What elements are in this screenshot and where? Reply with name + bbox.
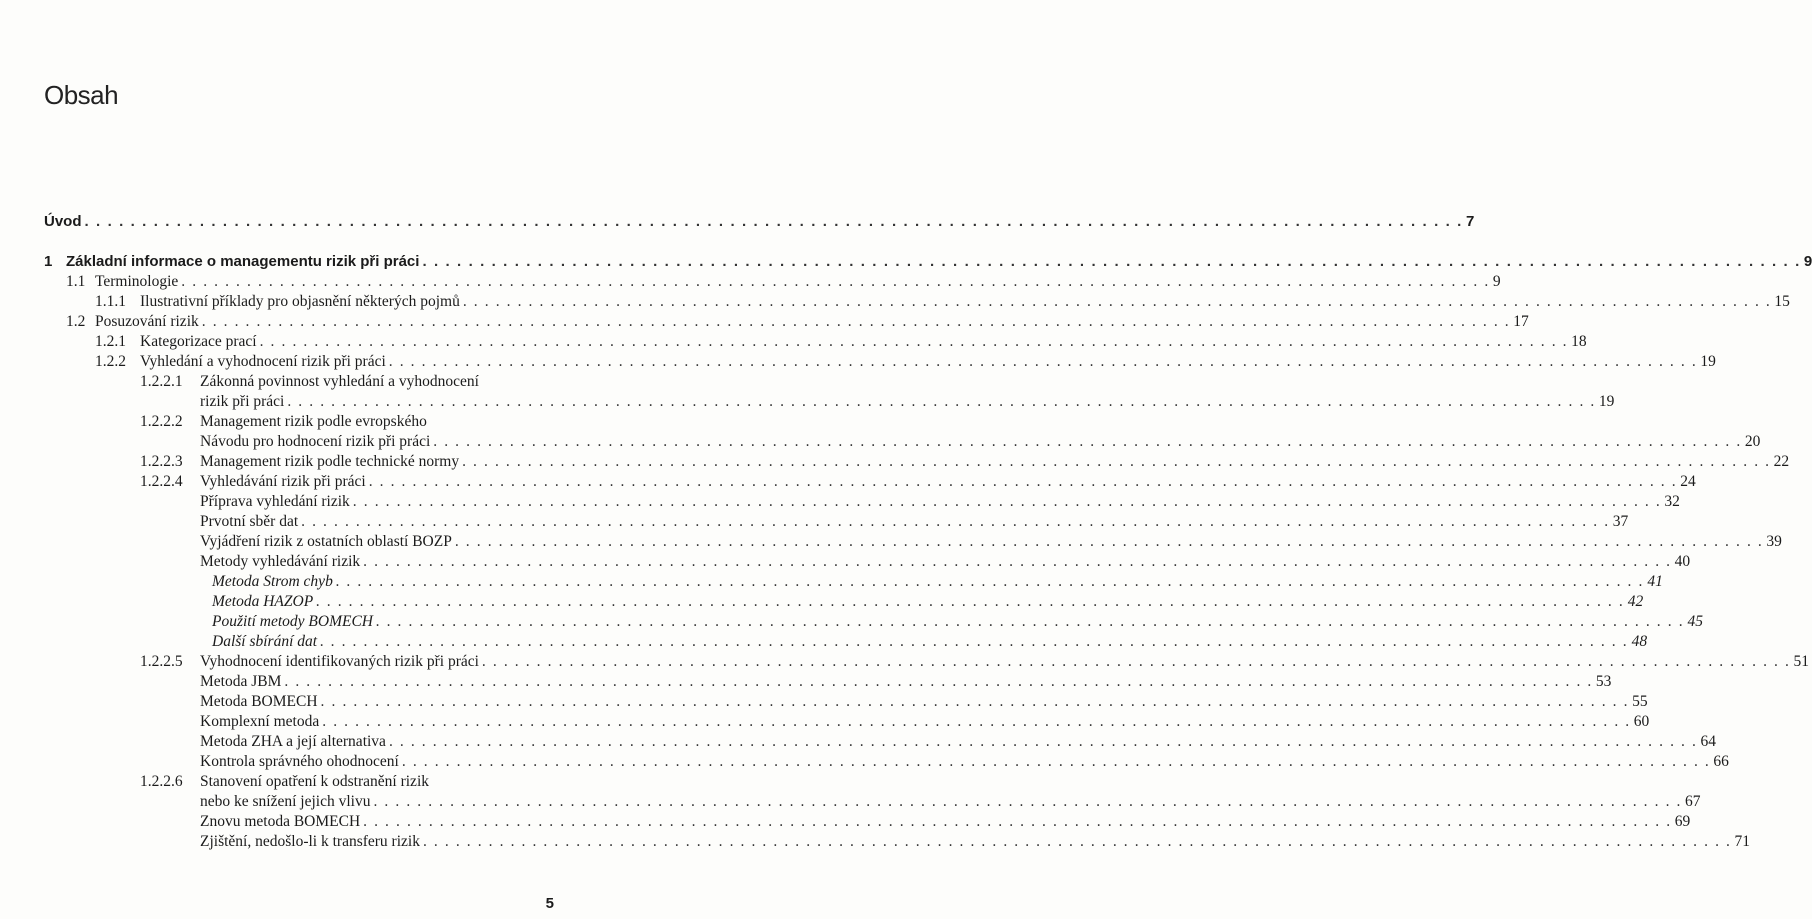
toc-entry[interactable] [200,732,1716,752]
toc-entry[interactable] [200,512,1629,532]
toc-entry-page: 64 [1700,733,1716,750]
dot-leader: . . . . . . . . . . . . . . . . . . . . . . . . . . . . . . . . . . . . . . . . . . . . . . . . . . . . . . . . . . . . . . . . . . . . . . . . . . . . . . . . . . . . . . . . . . . . . . . . . . . . . . . . . . . . . . . . . . . . . . . . [376,613,1685,630]
toc-entry-number: 1.2.2.4 [140,473,183,490]
toc-entry-title: Použití metody BOMECH [212,613,374,630]
toc-entry-page: 53 [1595,673,1612,690]
dot-leader: . . . . . . . . . . . . . . . . . . . . . . . . . . . . . . . . . . . . . . . . . . . . . . . . . . . . . . . . . . . . . . . . . . . . . . . . . . . . . . . . . . . . . . . . . . . . . . . . . . . . . . . . . . . . . . . . . . . . . . . . [422,833,1732,850]
toc-entry-title: Základní informace o managementu rizik při práci [66,253,420,270]
toc-entry-title: Úvod [44,213,82,230]
toc-entry[interactable] [200,392,1615,412]
toc-entry-title: Metoda Strom chyb [212,573,333,590]
toc-entry[interactable] [200,472,1696,492]
toc-entry-page: 22 [1773,453,1790,470]
dot-leader: . . . . . . . . . . . . . . . . . . . . . . . . . . . . . . . . . . . . . . . . . . . . . . . . . . . . . . . . . . . . . . . . . . . . . . . . . . . . . . . . . . . . . . . . . . . . . . . . . . . . . . . . . . . . . . . . . . . . . . . . [388,353,1698,370]
toc-entry-page: 42 [1627,593,1644,610]
dot-leader: . . . . . . . . . . . . . . . . . . . . . . . . . . . . . . . . . . . . . . . . . . . . . . . . . . . . . . . . . . . . . . . . . . . . . . . . . . . . . . . . . . . . . . . . . . . . . . . . . . . . . . . . . . . . . . . . . . . . . . . . [462,293,1772,310]
toc-entry-title[interactable]: Stanovení opatření k odstranění rizik [200,773,429,790]
toc-entry-title: Komplexní metoda [200,713,320,730]
toc-entry-title[interactable]: Management rizik podle evropského [200,413,427,430]
dot-leader: . . . . . . . . . . . . . . . . . . . . . . . . . . . . . . . . . . . . . . . . . . . . . . . . . . . . . . . . . . . . . . . . . . . . . . . . . . . . . . . . . . . . . . . . . . . . . . . . . . . . . . . . . . . . . . . . . . . . . . . . [462,453,1771,470]
dot-leader: . . . . . . . . . . . . . . . . . . . . . . . . . . . . . . . . . . . . . . . . . . . . . . . . . . . . . . . . . . . . . . . . . . . . . . . . . . . . . . . . . . . . . . . . . . . . . . . . . . . . . . . . . . . . . . . . . . . . . . . . [284,673,1593,690]
toc-entry[interactable] [200,492,1680,512]
dot-leader: . . . . . . . . . . . . . . . . . . . . . . . . . . . . . . . . . . . . . . . . . . . . . . . . . . . . . . . . . . . . . . . . . . . . . . . . . . . . . . . . . . . . . . . . . . . . . . . . . . . . . . . . . . . . . . . . . . . . . . . . [316,593,1625,610]
toc-entry-title: Zjištění, nedošlo-li k transferu rizik [200,833,420,850]
dot-leader: . . . . . . . . . . . . . . . . . . . . . . . . . . . . . . . . . . . . . . . . . . . . . . . . . . . . . . . . . . . . . . . . . . . . . . . . . . . . . . . . . . . . . . . . . . . . . . . . . . . . . . . . . . . . . . . . . . . . . . . . [422,253,1801,270]
toc-entry-title: Vyhledávání rizik při práci [200,473,366,490]
toc-entry[interactable] [200,672,1612,692]
toc-entry-page: 18 [1571,333,1587,350]
toc-entry[interactable] [200,792,1701,812]
toc-entry-page: 17 [1513,313,1529,330]
toc-entry[interactable] [140,352,1716,372]
toc-entry[interactable] [66,252,1812,272]
dot-leader: . . . . . . . . . . . . . . . . . . . . . . . . . . . . . . . . . . . . . . . . . . . . . . . . . . . . . . . . . . . . . . . . . . . . . . . . . . . . . . . . . . . . . . . . . . . . . . . . . . . . . . . . . . . . . . . . . . . . . . . . [320,693,1630,710]
toc-entry-page: 48 [1631,633,1648,650]
toc-entry-title: Kontrola správného ohodnocení [200,753,399,770]
dot-leader: . . . . . . . . . . . . . . . . . . . . . . . . . . . . . . . . . . . . . . . . . . . . . . . . . . . . . . . . . . . . . . . . . . . . . . . . . . . . . . . . . . . . . . . . . . . . . . . . . . . . . . . . . . . . . . . . . . . . . . . . [352,493,1662,510]
dot-leader: . . . . . . . . . . . . . . . . . . . . . . . . . . . . . . . . . . . . . . . . . . . . . . . . . . . . . . . . . . . . . . . . . . . . . . . . . . . . . . . . . . . . . . . . . . . . . . . . . . . . . . . . . . . . . . . . . . . . . . . . [322,713,1631,730]
toc-entry-number: 1 [44,253,53,270]
toc-entry-page: 55 [1632,693,1648,710]
toc-entry[interactable] [44,212,1475,232]
toc-entry-number: 1.1 [66,273,86,290]
toc-entry-title: Vyhledání a vyhodnocení rizik při práci [140,353,386,370]
toc-entry-title: Ilustrativní příklady pro objasnění některých pojmů [140,293,460,310]
toc-entry-page: 19 [1700,353,1716,370]
toc-entry-title: Vyjádření rizik z ostatních oblastí BOZP [200,533,452,550]
toc-entry-title: Metoda HAZOP [212,593,314,610]
toc-entry-title: Kategorizace prací [140,333,257,350]
toc-entry-page: 66 [1713,753,1729,770]
toc-entry-number: 1.2.2.6 [140,773,183,790]
dot-leader: . . . . . . . . . . . . . . . . . . . . . . . . . . . . . . . . . . . . . . . . . . . . . . . . . . . . . . . . . . . . . . . . . . . . . . . . . . . . . . . . . . . . . . . . . . . . . . . . . . . . . . . . . . . . . . . . . . . . . . . . [201,313,1511,330]
dot-leader: . . . . . . . . . . . . . . . . . . . . . . . . . . . . . . . . . . . . . . . . . . . . . . . . . . . . . . . . . . . . . . . . . . . . . . . . . . . . . . . . . . . . . . . . . . . . . . . . . . . . . . . . . . . . . . . . . . . . . . . . [181,273,1490,290]
toc-entry-title-continued: nebo ke snížení jejich vlivu [200,793,371,810]
toc-entry-page: 40 [1674,553,1691,570]
toc-entry-page: 69 [1674,813,1691,830]
dot-leader: . . . . . . . . . . . . . . . . . . . . . . . . . . . . . . . . . . . . . . . . . . . . . . . . . . . . . . . . . . . . . . . . . . . . . . . . . . . . . . . . . . . . . . . . . . . . . . . . . . . . . . . . . . . . . . . . . . . . . . . . [320,633,1629,650]
toc-entry[interactable] [200,452,1790,472]
dot-leader: . . . . . . . . . . . . . . . . . . . . . . . . . . . . . . . . . . . . . . . . . . . . . . . . . . . . . . . . . . . . . . . . . . . . . . . . . . . . . . . . . . . . . . . . . . . . . . . . . . . . . . . . . . . . . . . . . . . . . . . . [373,793,1682,810]
toc-entry[interactable] [200,712,1650,732]
toc-entry[interactable] [212,632,1648,652]
toc-entry[interactable] [140,292,1790,312]
toc-entry-page: 9 [1803,253,1812,270]
toc-entry[interactable] [200,692,1648,712]
dot-leader: . . . . . . . . . . . . . . . . . . . . . . . . . . . . . . . . . . . . . . . . . . . . . . . . . . . . . . . . . . . . . . . . . . . . . . . . . . . . . . . . . . . . . . . . . . . . . . . . . . . . . . . . . . . . . . . . . . . . . . . . [363,553,1672,570]
toc-entry-number: 1.2.1 [95,333,126,350]
toc-entry-page: 67 [1685,793,1701,810]
dot-leader: . . . . . . . . . . . . . . . . . . . . . . . . . . . . . . . . . . . . . . . . . . . . . . . . . . . . . . . . . . . . . . . . . . . . . . . . . . . . . . . . . . . . . . . . . . . . . . . . . . . . . . . . . . . . . . . . . . . . . . . . [433,433,1742,450]
toc-entry-number: 1.1.1 [95,293,126,310]
toc-entry[interactable] [200,532,1782,552]
toc-entry-title: Metoda ZHA a její alternativa [200,733,386,750]
toc-entry-page: 15 [1774,293,1790,310]
toc-entry[interactable] [200,832,1750,852]
toc-entry[interactable] [212,572,1663,592]
toc-entry-page: 7 [1465,213,1475,230]
dot-leader: . . . . . . . . . . . . . . . . . . . . . . . . . . . . . . . . . . . . . . . . . . . . . . . . . . . . . . . . . . . . . . . . . . . . . . . . . . . . . . . . . . . . . . . . . . . . . . . . . . . . . . . . . . . . . . . . . . . . . . . . [368,473,1678,490]
toc-entry-page: 39 [1766,533,1782,550]
toc-entry[interactable] [212,592,1644,612]
toc-entry-title: Terminologie [95,273,179,290]
toc-entry-number: 1.2.2.2 [140,413,183,430]
dot-leader: . . . . . . . . . . . . . . . . . . . . . . . . . . . . . . . . . . . . . . . . . . . . . . . . . . . . . . . . . . . . . . . . . . . . . . . . . . . . . . . . . . . . . . . . . . . . . . . . . . . . . . . . . . . . . . . . . . . . . . . . [363,813,1672,830]
toc-entry[interactable] [140,332,1587,352]
toc-entry-page: 24 [1680,473,1696,490]
toc-entry-title: Prvotní sběr dat [200,513,299,530]
toc-entry-title: Metody vyhledávání rizik [200,553,361,570]
toc-entry[interactable] [200,432,1761,452]
toc-entry-page: 19 [1598,393,1615,410]
toc-entry-page: 45 [1687,613,1704,630]
page-title: Obsah [44,80,119,110]
toc-entry-title: Metoda BOMECH [200,693,318,710]
dot-leader: . . . . . . . . . . . . . . . . . . . . . . . . . . . . . . . . . . . . . . . . . . . . . . . . . . . . . . . . . . . . . . . . . . . . . . . . . . . . . . . . . . . . . . . . . . . . . . . . . . . . . . . . . . . . . . . . . . . . . . . . [388,733,1698,750]
dot-leader: . . . . . . . . . . . . . . . . . . . . . . . . . . . . . . . . . . . . . . . . . . . . . . . . . . . . . . . . . . . . . . . . . . . . . . . . . . . . . . . . . . . . . . . . . . . . . . . . . . . . . . . . . . . . . . . . . . . . . . . . [301,513,1610,530]
dot-leader: . . . . . . . . . . . . . . . . . . . . . . . . . . . . . . . . . . . . . . . . . . . . . . . . . . . . . . . . . . . . . . . . . . . . . . . . . . . . . . . . . . . . . . . . . . . . . . . . . . . . . . . . . . . . . . . . . . . . . . . . [287,393,1596,410]
toc-entry-title: Posuzování rizik [95,313,199,330]
toc-entry-number: 1.2.2 [95,353,126,370]
toc-entry-page: 41 [1647,573,1663,590]
toc-entry-page: 32 [1664,493,1680,510]
toc-entry-title: Vyhodnocení identifikovaných rizik při práci [200,653,479,670]
toc-entry[interactable] [95,272,1501,292]
toc-entry-number: 1.2 [66,313,86,330]
toc-entry[interactable] [200,552,1691,572]
toc-entry[interactable] [200,812,1691,832]
dot-leader: . . . . . . . . . . . . . . . . . . . . . . . . . . . . . . . . . . . . . . . . . . . . . . . . . . . . . . . . . . . . . . . . . . . . . . . . . . . . . . . . . . . . . . . . . . . . . . . . . . . . . . . . . . . . . . . . . . . . . . . . [481,653,1791,670]
dot-leader: . . . . . . . . . . . . . . . . . . . . . . . . . . . . . . . . . . . . . . . . . . . . . . . . . . . . . . . . . . . . . . . . . . . . . . . . . . . . . . . . . . . . . . . . . . . . . . . . . . . . . . . . . . . . . . . . . . . . . . . . [259,333,1569,350]
toc-entry-page: 60 [1633,713,1650,730]
toc-entry-page: 9 [1492,273,1501,290]
toc-entry-title: Metoda JBM [200,673,282,690]
dot-leader: . . . . . . . . . . . . . . . . . . . . . . . . . . . . . . . . . . . . . . . . . . . . . . . . . . . . . . . . . . . . . . . . . . . . . . . . . . . . . . . . . . . . . . . . . . . . . . . . . . . . . . . . . . . . . . . . . . . . . . . . [401,753,1711,770]
toc-entry-title-continued: rizik při práci [200,393,285,410]
toc-entry-title: Příprava vyhledání rizik [200,493,350,510]
toc-entry-page: 51 [1793,653,1809,670]
toc-entry-title: Další sbírání dat [212,633,318,650]
dot-leader: . . . . . . . . . . . . . . . . . . . . . . . . . . . . . . . . . . . . . . . . . . . . . . . . . . . . . . . . . . . . . . . . . . . . . . . . . . . . . . . . . . . . . . . . . . . . . . . . . . . . . . . . . . . . . . . . . . . . . . . . [84,213,1463,230]
page-number: 5 [545,895,554,912]
toc-entry-page: 71 [1734,833,1750,850]
dot-leader: . . . . . . . . . . . . . . . . . . . . . . . . . . . . . . . . . . . . . . . . . . . . . . . . . . . . . . . . . . . . . . . . . . . . . . . . . . . . . . . . . . . . . . . . . . . . . . . . . . . . . . . . . . . . . . . . . . . . . . . . [335,573,1645,590]
toc-entry-page: 20 [1744,433,1761,450]
toc-entry-number: 1.2.2.3 [140,453,183,470]
toc-entry-title: Management rizik podle technické normy [200,453,460,470]
toc-entry-number: 1.2.2.1 [140,373,183,390]
toc-entry-title[interactable]: Zákonná povinnost vyhledání a vyhodnocení [200,373,479,390]
toc-entry-title-continued: Návodu pro hodnocení rizik při práci [200,433,431,450]
dot-leader: . . . . . . . . . . . . . . . . . . . . . . . . . . . . . . . . . . . . . . . . . . . . . . . . . . . . . . . . . . . . . . . . . . . . . . . . . . . . . . . . . . . . . . . . . . . . . . . . . . . . . . . . . . . . . . . . . . . . . . . . [454,533,1764,550]
toc-entry[interactable] [95,312,1529,332]
toc-entry-page: 37 [1612,513,1629,530]
toc-entry-title: Znovu metoda BOMECH [200,813,361,830]
toc-entry[interactable] [200,752,1729,772]
toc-entry[interactable] [200,652,1809,672]
toc-entry-number: 1.2.2.5 [140,653,183,670]
toc-entry[interactable] [212,612,1704,632]
